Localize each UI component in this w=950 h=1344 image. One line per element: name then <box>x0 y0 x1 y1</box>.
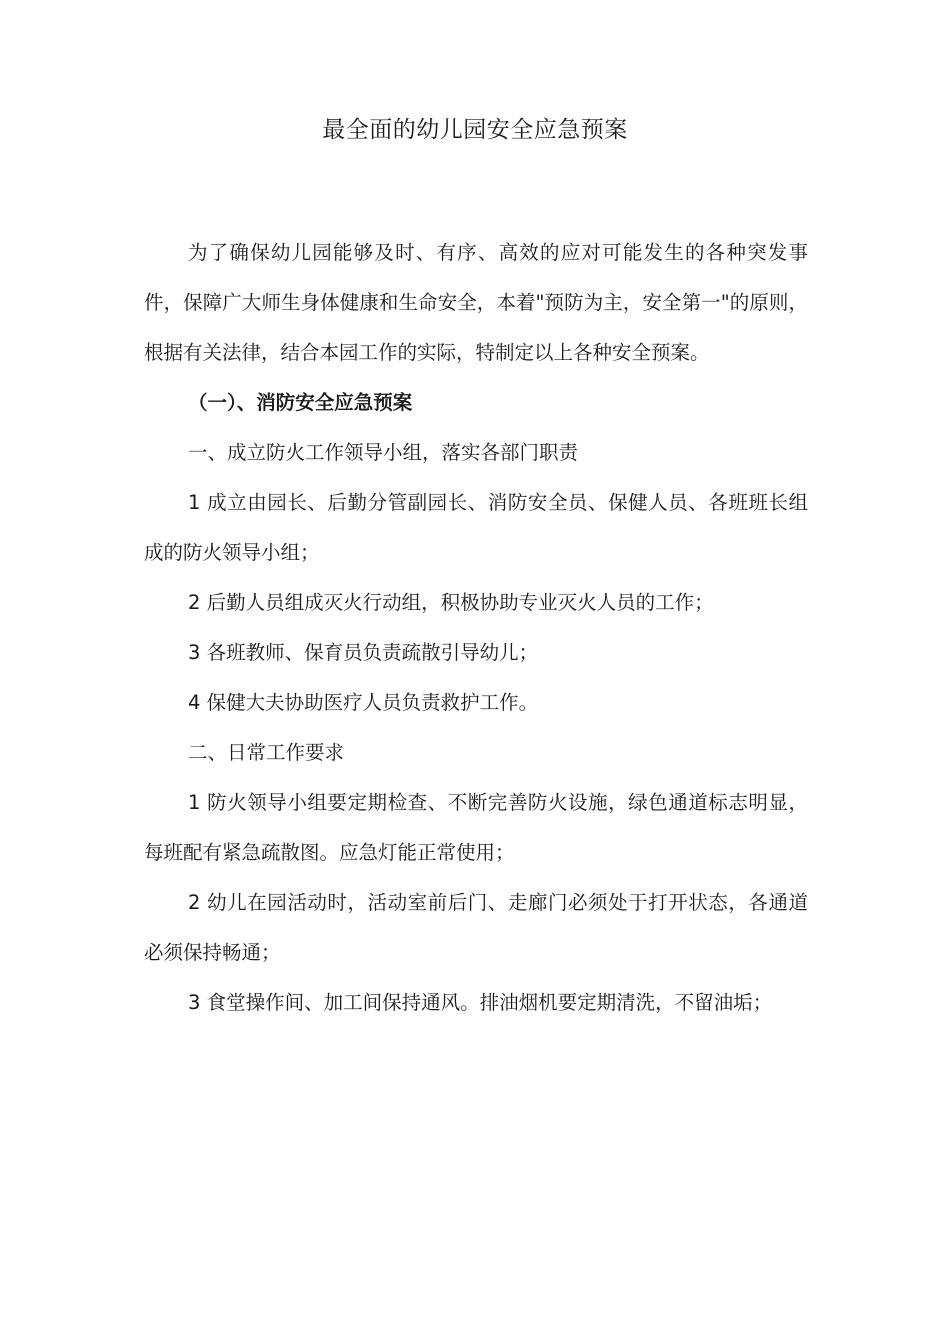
list-item: 1 成立由园长、后勤分管副园长、消防安全员、保健人员、各班班长组成的防火领导小组； <box>144 491 808 564</box>
subsection-heading-leadership: 一、成立防火工作领导小组，落实各部门职责 <box>188 441 579 464</box>
document-body <box>144 228 808 1028</box>
document-title: 最全面的幼儿园安全应急预案 <box>322 117 628 143</box>
subsection-heading-daily-requirements: 二、日常工作要求 <box>188 741 345 764</box>
section-heading-fire-safety: （一）、消防安全应急预案 <box>188 391 413 414</box>
list-item: 3 各班教师、保育员负责疏散引导幼儿； <box>188 641 539 664</box>
list-item: 1 防火领导小组要定期检查、不断完善防火设施，绿色通道标志明显，每班配有紧急疏散图。应急灯能正常使用； <box>144 791 808 864</box>
intro-paragraph: 为了确保幼儿园能够及时、有序、高效的应对可能发生的各种突发事件，保障广大师生身体健康和生命安全，本着"预防为主，安全第一"的原则，根据有关法律，结合本园工作的实际，特制定以上各种安全预案。 <box>144 241 808 364</box>
list-item: 4 保健大夫协助医疗人员负责救护工作。 <box>188 691 539 714</box>
list-item: 3 食堂操作间、加工间保持通风。排油烟机要定期清洗，不留油垢； <box>188 991 773 1014</box>
list-item: 2 幼儿在园活动时，活动室前后门、走廊门必须处于打开状态，各通道必须保持畅通； <box>144 891 808 964</box>
list-item: 2 后勤人员组成灭火行动组，积极协助专业灭火人员的工作； <box>188 591 714 614</box>
